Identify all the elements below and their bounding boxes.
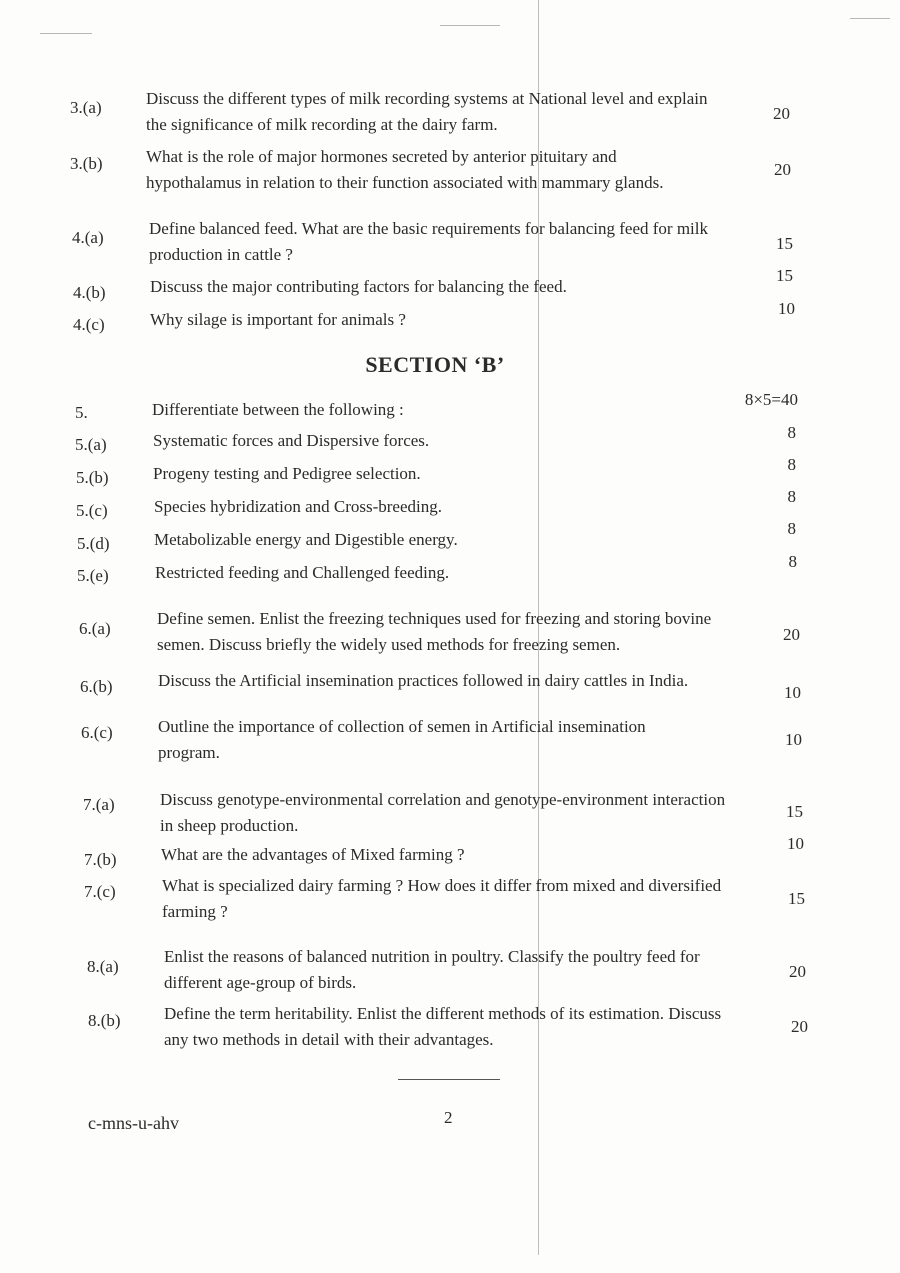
question-text bbox=[150, 307, 406, 333]
marks: 8 bbox=[788, 552, 797, 571]
marks: 20 bbox=[791, 1017, 808, 1036]
question-number: 5.(e) bbox=[77, 566, 109, 585]
question-text bbox=[161, 842, 465, 868]
end-rule bbox=[398, 1079, 500, 1080]
marks: 10 bbox=[778, 299, 795, 318]
question-line: Discuss the major contributing factors for balancing the feed. bbox=[150, 277, 567, 296]
scan-mark bbox=[40, 33, 92, 34]
question-number: 8.(a) bbox=[87, 957, 119, 976]
marks: 10 bbox=[785, 730, 802, 749]
question-line: hypothalamus in relation to their function associated with mammary glands. bbox=[146, 173, 664, 192]
question-text: Progeny testing and Pedigree selection. bbox=[153, 464, 421, 483]
question-text: Systematic forces and Dispersive forces. bbox=[153, 431, 430, 450]
question-number: 5.(a) bbox=[75, 435, 107, 454]
question-line: farming ? bbox=[162, 902, 228, 921]
question-text bbox=[162, 873, 721, 925]
question-line: program. bbox=[158, 743, 220, 762]
question-text bbox=[164, 944, 700, 996]
marks: 15 bbox=[786, 802, 803, 821]
marks: 20 bbox=[773, 104, 790, 123]
question-line: different age-group of birds. bbox=[164, 973, 357, 992]
marks: 10 bbox=[784, 683, 801, 702]
question-number: 5. bbox=[75, 403, 88, 422]
marks: 20 bbox=[789, 962, 806, 981]
question-text bbox=[149, 216, 708, 268]
question-number: 7.(c) bbox=[84, 882, 116, 901]
question-line: any two methods in detail with their advantages. bbox=[164, 1030, 494, 1049]
marks: 15 bbox=[776, 234, 793, 253]
question-number: 4.(a) bbox=[72, 228, 104, 247]
question-number: 6.(c) bbox=[81, 723, 113, 742]
question-number: 6.(a) bbox=[79, 619, 111, 638]
marks: 20 bbox=[783, 625, 800, 644]
question-text: Metabolizable energy and Digestible energy. bbox=[154, 530, 458, 549]
question-text bbox=[164, 1001, 721, 1053]
marks: 8 bbox=[787, 487, 796, 506]
question-text bbox=[146, 86, 708, 138]
question-number: 4.(b) bbox=[73, 283, 106, 302]
marks: 8 bbox=[787, 455, 796, 474]
question-line: production in cattle ? bbox=[149, 245, 293, 264]
marks: 15 bbox=[788, 889, 805, 908]
question-text bbox=[157, 606, 711, 658]
marks: 10 bbox=[787, 834, 804, 853]
marks: 15 bbox=[776, 266, 793, 285]
question-number: 5.(c) bbox=[76, 501, 108, 520]
question-line: Enlist the reasons of balanced nutrition in poultry. Classify the poultry feed for bbox=[164, 947, 700, 966]
question-line: the significance of milk recording at the dairy farm. bbox=[146, 115, 498, 134]
question-number: 8.(b) bbox=[88, 1011, 121, 1030]
question-line: Define balanced feed. What are the basic requirements for balancing feed for milk bbox=[149, 219, 709, 238]
section-title: SECTION ‘B’ bbox=[365, 352, 505, 377]
marks: 8 bbox=[787, 423, 796, 442]
question-text bbox=[158, 714, 646, 766]
question-text bbox=[150, 274, 567, 300]
question-text: Species hybridization and Cross-breeding. bbox=[154, 497, 442, 516]
scan-mark bbox=[440, 25, 500, 26]
question-line: What are the advantages of Mixed farming ? bbox=[161, 845, 465, 864]
question-line: Discuss genotype-environmental correlation and genotype-environment interaction bbox=[160, 790, 726, 809]
question-text bbox=[158, 668, 688, 694]
question-text bbox=[146, 144, 663, 196]
question-line: What is specialized dairy farming ? How does it differ from mixed and diversified bbox=[162, 876, 722, 895]
question-number: 5.(d) bbox=[77, 534, 110, 553]
question-number: 4.(c) bbox=[73, 315, 105, 334]
question-line: in sheep production. bbox=[160, 816, 299, 835]
question-line: Why silage is important for animals ? bbox=[150, 310, 406, 329]
question-line: semen. Discuss briefly the widely used methods for freezing semen. bbox=[157, 635, 621, 654]
question-line: Discuss the Artificial insemination practices followed in dairy cattles in India. bbox=[158, 671, 689, 690]
question-text: Restricted feeding and Challenged feeding. bbox=[155, 563, 450, 582]
question-line: Define semen. Enlist the freezing techniques used for freezing and storing bovine bbox=[157, 609, 712, 628]
question-line: Define the term heritability. Enlist the different methods of its estimation. Discuss bbox=[164, 1004, 722, 1023]
marks: 8 bbox=[787, 519, 796, 538]
marks: 20 bbox=[774, 160, 791, 179]
question-text: Differentiate between the following : bbox=[152, 400, 404, 419]
question-number: 6.(b) bbox=[80, 677, 113, 696]
question-number: 3.(b) bbox=[70, 154, 103, 173]
question-number: 7.(a) bbox=[83, 795, 115, 814]
question-text bbox=[160, 787, 725, 839]
question-number: 7.(b) bbox=[84, 850, 117, 869]
question-number: 5.(b) bbox=[76, 468, 109, 487]
question-line: Outline the importance of collection of semen in Artificial insemination bbox=[158, 717, 646, 736]
marks: 8×5=40 bbox=[744, 390, 798, 409]
page-number: 2 bbox=[444, 1108, 453, 1127]
paper-code: c-mns-u-ahv bbox=[88, 1113, 179, 1133]
question-line: Discuss the different types of milk recording systems at National level and explain bbox=[146, 89, 708, 108]
question-line: What is the role of major hormones secreted by anterior pituitary and bbox=[146, 147, 617, 166]
scan-mark bbox=[850, 18, 890, 19]
question-number: 3.(a) bbox=[70, 98, 102, 117]
